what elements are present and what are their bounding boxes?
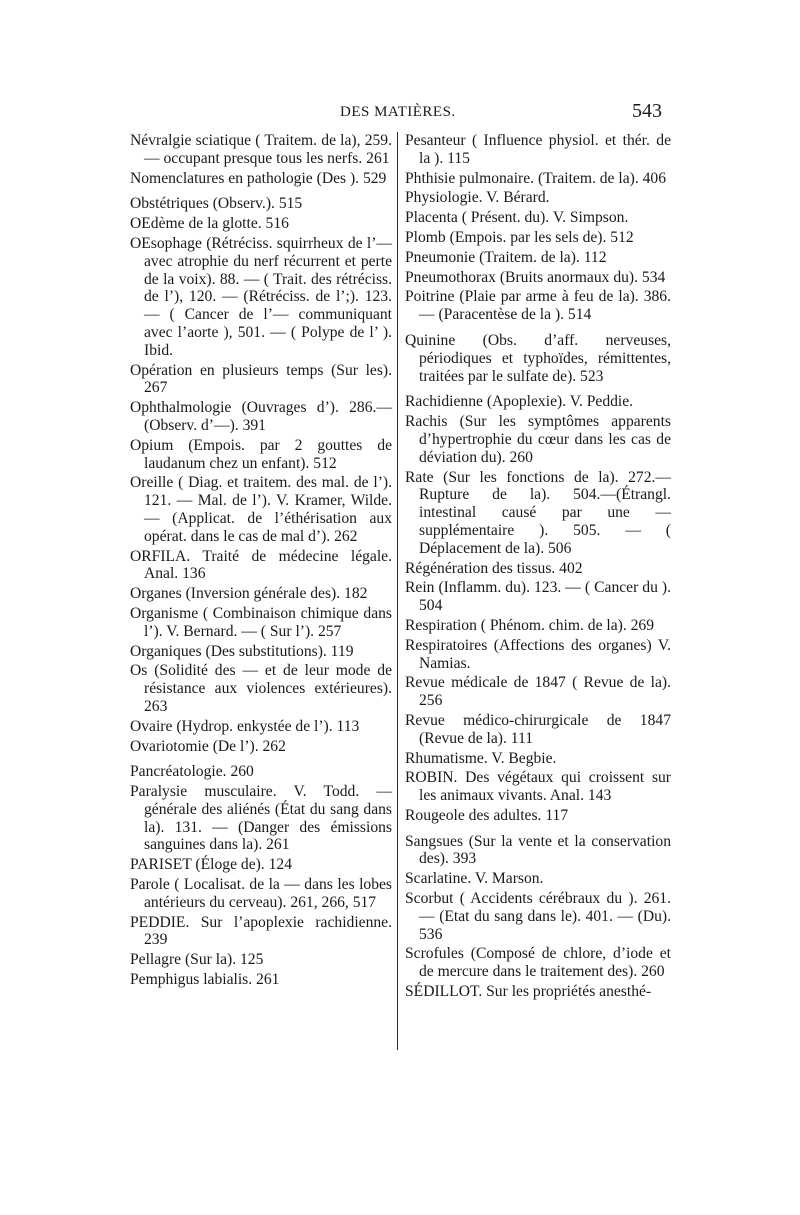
index-entry: Ovariotomie (De l’). 262	[130, 737, 286, 755]
index-column-right	[405, 132, 671, 1003]
index-entry: Scorbut ( Accidents cérébraux du ). 261. — (Etat du sang dans le). 401. — (Du). 536	[405, 890, 671, 943]
index-entry: Poitrine (Plaie par arme à feu de la). 386. — (Paracentèse de la ). 514	[405, 288, 671, 324]
index-entry: Revue médicale de 1847 ( Revue de la). 256	[405, 674, 671, 710]
index-entry: Rate (Sur les fonctions de la). 272.— Rupture de la). 504.—(Étrangl. intestinal causé par une — supplémentaire ). 505. — ( Déplacement de la). 506	[405, 468, 671, 557]
column-divider	[397, 132, 398, 1050]
index-entry: Opération en plusieurs temps (Sur les). 267	[130, 361, 392, 397]
index-column-left	[130, 132, 392, 991]
index-entry: Organisme ( Combinaison chimique dans l’). V. Bernard. — ( Sur l’). 257	[130, 604, 392, 640]
index-entry: PEDDIE. Sur l’apoplexie rachidienne. 239	[130, 913, 392, 949]
index-entry: Quinine (Obs. d’aff. nerveuses, périodiques et typhoïdes, rémittentes, traitées par le sulfate de). 523	[405, 331, 671, 385]
index-entry: Pemphigus labialis. 261	[130, 971, 280, 989]
page-number: 543	[632, 100, 662, 122]
index-entry: PARISET (Éloge de). 124	[130, 856, 292, 874]
index-entry: Ophthalmologie (Ouvrages d’). 286.— (Observ. d’—). 391	[130, 399, 392, 434]
index-entry: SÉDILLOT. Sur les propriétés anesthé-	[405, 983, 652, 1001]
index-entry: Os (Solidité des — et de leur mode de résistance aux violences extérieures). 263	[130, 662, 392, 715]
index-entry: Revue médico-chirurgicale de 1847 (Revue de la). 111	[405, 711, 671, 747]
index-entry: Oreille ( Diag. et traitem. des mal. de l’). 121. — Mal. de l’). V. Kramer, Wilde. — (Applicat. de l’éthérisation aux opérat. dans le cas de mal d’). 262	[130, 474, 392, 545]
index-entry: Pancréatologie. 260	[130, 763, 254, 781]
index-entry: Rougeole des adultes. 117	[405, 806, 569, 824]
index-entry: OEsophage (Rétréciss. squirrheux de l’— avec atrophie du nerf récurrent et perte de la voix). 88. — ( Trait. des rétréciss. de l’), 120. — (Rétréciss. de l’;). 123. — ( Cancer de l’— communiquant avec l’aorte ), 501. — ( Polype de l’ ). Ibid.	[130, 234, 392, 359]
index-entry: Paralysie musculaire. V. Todd. — générale des aliénés (État du sang dans la). 131. — (Danger des émissions sanguines dans la). 261	[130, 783, 392, 854]
index-entry: OEdème de la glotte. 516	[130, 215, 289, 233]
index-entry: Pneumothorax (Bruits anormaux du). 534	[405, 268, 666, 286]
index-entry: Rein (Inflamm. du). 123. — ( Cancer du ). 504	[405, 579, 671, 615]
index-entry: ROBIN. Des végétaux qui croissent sur les animaux vivants. Anal. 143	[405, 769, 671, 805]
index-entry: Pneumonie (Traitem. de la). 112	[405, 248, 607, 266]
index-entry: Scarlatine. V. Marson.	[405, 870, 544, 888]
index-entry: Respiration ( Phénom. chim. de la). 269	[405, 616, 655, 634]
index-entry: Phthisie pulmonaire. (Traitem. de la). 406	[405, 169, 667, 187]
index-entry: Pellagre (Sur la). 125	[130, 951, 264, 969]
index-entry: Rhumatisme. V. Begbie.	[405, 749, 557, 767]
index-entry: Parole ( Localisat. de la — dans les lobes antérieurs du cerveau). 261, 266, 517	[130, 876, 392, 911]
index-entry: Organiques (Des substitutions). 119	[130, 642, 354, 660]
index-entry: Rachidienne (Apoplexie). V. Peddie.	[405, 393, 634, 411]
running-head: DES MATIÈRES.	[340, 104, 456, 120]
index-entry: Ovaire (Hydrop. enkystée de l’). 113	[130, 717, 360, 735]
index-entry: Respiratoires (Affections des organes) V. Namias.	[405, 636, 671, 672]
index-entry: Scrofules (Composé de chlore, d’iode et de mercure dans le traitement des). 260	[405, 945, 671, 981]
index-entry: Pesanteur ( Influence physiol. et thér. de la ). 115	[405, 132, 671, 167]
index-entry: Sangsues (Sur la vente et la conservation des). 393	[405, 832, 671, 868]
index-entry: ORFILA. Traité de médecine légale. Anal. 136	[130, 547, 392, 583]
index-entry: Rachis (Sur les symptômes apparents d’hypertrophie du cœur dans les cas de déviation du). 260	[405, 413, 671, 466]
index-entry: Organes (Inversion générale des). 182	[130, 585, 368, 603]
index-entry: Névralgie sciatique ( Traitem. de la), 259. — occupant presque tous les nerfs. 261	[130, 132, 392, 167]
index-entry: Placenta ( Présent. du). V. Simpson.	[405, 209, 629, 227]
index-entry: Opium (Empois. par 2 gouttes de laudanum chez un enfant). 512	[130, 436, 392, 472]
index-entry: Nomenclatures en pathologie (Des ). 529	[130, 169, 387, 187]
index-entry: Régénération des tissus. 402	[405, 559, 583, 577]
index-entry: Obstétriques (Observ.). 515	[130, 195, 303, 213]
index-entry: Physiologie. V. Bérard.	[405, 189, 550, 207]
index-entry: Plomb (Empois. par les sels de). 512	[405, 228, 634, 246]
